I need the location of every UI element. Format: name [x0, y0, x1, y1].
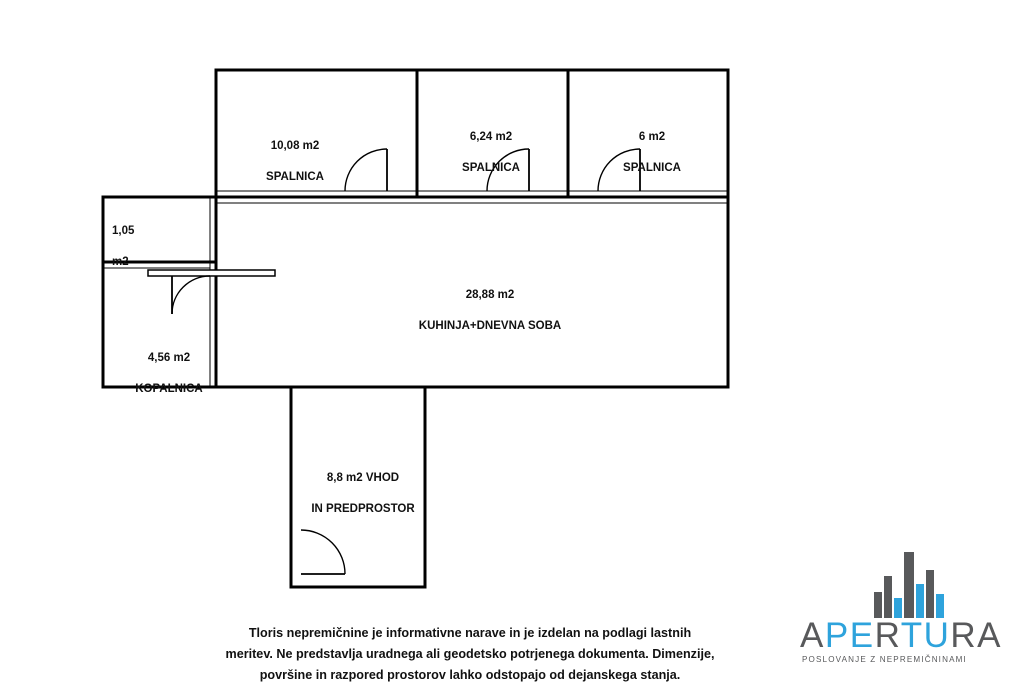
- disclaimer-text: [160, 623, 780, 685]
- room-unit-storage: m2: [112, 255, 129, 268]
- room-area-storage: 1,05: [112, 224, 135, 237]
- logo-word-tu: TU: [900, 616, 951, 655]
- room-label-living-kitchen: [345, 272, 635, 350]
- room-name-entrance-hall: IN PREDPROSTOR: [311, 502, 415, 515]
- room-label-storage: [112, 208, 156, 286]
- logo-wordmark: [800, 618, 1012, 653]
- logo-word-a: A: [800, 616, 825, 655]
- room-label-bedroom-2: [415, 114, 567, 192]
- room-area-bedroom-2: 6,24 m2: [469, 130, 513, 143]
- disclaimer-line-2: meritev. Ne predstavlja uradnega ali geodetsko potrjenega dokumenta. Dimenzije,: [225, 646, 715, 661]
- room-name-living-kitchen: KUHINJA+DNEVNA SOBA: [418, 319, 562, 332]
- room-area-entrance-hall: 8,8 m2 VHOD: [326, 471, 400, 484]
- room-label-bedroom-1: [215, 123, 375, 201]
- room-area-living-kitchen: 28,88 m2: [465, 288, 515, 301]
- room-name-bathroom: KOPALNICA: [135, 382, 203, 395]
- logo-tagline: POSLOVANJE Z NEPREMIČNINAMI: [802, 655, 967, 664]
- door-entrance-hall: [301, 530, 345, 574]
- logo-word-pe: PE: [824, 616, 875, 655]
- apertura-logo: [800, 552, 1012, 670]
- logo-bars-icon: [874, 552, 944, 618]
- logo-word-ra: RA: [950, 616, 1002, 655]
- room-label-bathroom: [104, 335, 234, 413]
- room-area-bedroom-3: 6 m2: [638, 130, 666, 143]
- room-name-bedroom-3: SPALNICA: [623, 161, 681, 174]
- room-label-bedroom-3: [578, 114, 726, 192]
- logo-word-r: R: [874, 616, 901, 655]
- disclaimer-line-1: Tloris nepremičnine je informativne narave in je izdelan na podlagi lastnih: [248, 626, 692, 640]
- room-area-bedroom-1: 10,08 m2: [270, 139, 320, 152]
- disclaimer-line-3: površine in razpored prostorov lahko odstopajo od dejanskega stanja.: [259, 667, 681, 682]
- room-area-bathroom: 4,56 m2: [147, 351, 191, 364]
- room-name-bedroom-2: SPALNICA: [462, 161, 520, 174]
- door-bathroom: [172, 276, 210, 314]
- room-label-entrance-hall: [288, 455, 438, 533]
- room-name-bedroom-1: SPALNICA: [266, 170, 324, 183]
